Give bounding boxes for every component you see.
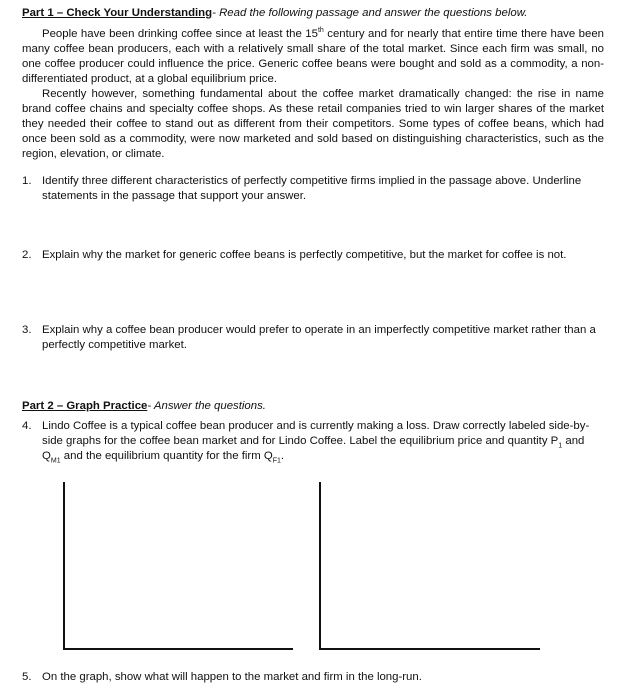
- passage-paragraph-1: [22, 27, 604, 87]
- q4-text-a: Lindo Coffee is a typical coffee bean producer and is currently making a loss. Draw correctly labeled side-by-side graphs for the coffee bean market and for Lindo Coffee. Label the equilibrium price and quantity P: [42, 420, 590, 447]
- question-1-number: 1.: [22, 175, 32, 187]
- q4-text-c: and the equilibrium quantity for the firm Q: [60, 450, 273, 462]
- question-3: [22, 323, 602, 353]
- q4-sub-p1: 1: [558, 442, 563, 450]
- question-4-text: [42, 419, 602, 464]
- part1-instruction: - Read the following passage and answer the questions below.: [212, 7, 528, 19]
- passage-paragraph-2: Recently however, something fundamental about the coffee market dramatically changed: the rise in name brand coffee chains and specialty coffee shops. As these retail companies tried to win larger shares of the market they needed their coffee to stand out as different from their competitors. Some types of coffee beans, which had once been sold as a commodity, were now marketed and sold based on distinguishing characteristics, such as the region, elevation, or climate.: [22, 88, 604, 160]
- part1-heading-line: [22, 6, 604, 21]
- question-5-number: 5.: [22, 671, 32, 683]
- para1-text-b: century and for nearly that entire time there have been many coffee bean producers, each with a relatively small share of the total market. Since each firm was small, no one coffee producer could influence the price. Generic coffee beans were bought and sold as a commodity, a non-differentiated product, at a global equilibrium price.: [22, 28, 605, 85]
- q4-sub-qm1: M1: [50, 457, 61, 465]
- part1-heading: Part 1 – Check Your Understanding: [22, 7, 213, 19]
- part2-heading: Part 2 – Graph Practice: [22, 400, 148, 412]
- market-graph-axes: [63, 482, 293, 650]
- para1-text-a: People have been drinking coffee since at least the 15: [42, 28, 318, 40]
- question-3-text: Explain why a coffee bean producer would prefer to operate in an imperfectly competitive market rather than a perfectly competitive market.: [42, 324, 596, 351]
- part2-heading-line: [22, 399, 266, 414]
- question-5-text: On the graph, show what will happen to the market and firm in the long-run.: [42, 671, 422, 683]
- q4-text-b: and Q: [42, 435, 585, 462]
- question-3-number: 3.: [22, 324, 32, 336]
- question-2: [22, 248, 602, 263]
- q4-text-d: .: [280, 450, 285, 462]
- question-1-text: Identify three different characteristics of perfectly competitive firms implied in the passage above. Underline statements in the passage that support your answer.: [42, 175, 582, 202]
- question-5: [22, 670, 602, 685]
- question-2-text: Explain why the market for generic coffee beans is perfectly competitive, but the market for coffee is not.: [42, 249, 567, 261]
- firm-graph-axes: [319, 482, 540, 650]
- question-4-number: 4.: [22, 420, 32, 432]
- question-2-number: 2.: [22, 249, 32, 261]
- part2-instruction: - Answer the questions.: [147, 400, 266, 412]
- question-1: [22, 174, 602, 204]
- worksheet: [22, 6, 604, 162]
- question-4: [22, 419, 602, 464]
- para1-sup: th: [317, 27, 324, 35]
- q4-sub-qf1: F1: [272, 457, 281, 465]
